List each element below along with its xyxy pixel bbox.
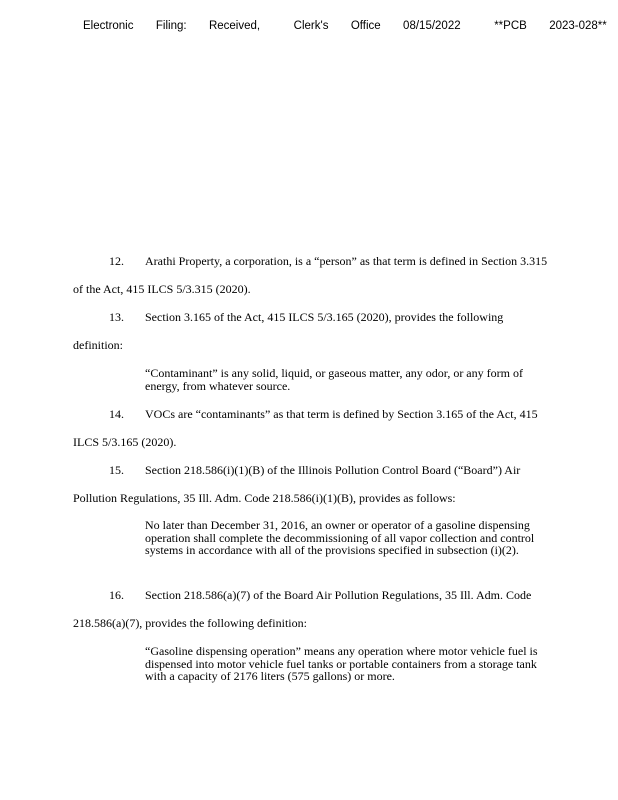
- paragraph-12-line-2: of the Act, 415 ILCS 5/3.315 (2020).: [73, 282, 251, 296]
- paragraph-13-line-2: definition:: [73, 338, 123, 352]
- paragraph-15-number: 15.: [109, 463, 124, 477]
- paragraph-15-line-1: Section 218.586(i)(1)(B) of the Illinois Pollution Control Board (“Board”) Air: [145, 463, 521, 477]
- paragraph-14-number: 14.: [109, 407, 124, 421]
- paragraph-16-line-2: 218.586(a)(7), provides the following definition:: [73, 616, 307, 630]
- paragraph-16-line-1: Section 218.586(a)(7) of the Board Air Pollution Regulations, 35 Ill. Adm. Code: [145, 588, 532, 602]
- paragraph-15-line-2: Pollution Regulations, 35 Ill. Adm. Code 218.586(i)(1)(B), provides as follows:: [73, 491, 456, 505]
- paragraph-12-line-1: Arathi Property, a corporation, is a “person” as that term is defined in Section 3.315: [145, 254, 548, 268]
- paragraph-15-quote: No later than December 31, 2016, an owner or operator of a gasoline dispensing operation shall complete the decommissioning of all vapor collection and control systems in accordance with all of the provisions specified in subsection (i)(2).: [145, 518, 535, 557]
- paragraph-13-line-1: Section 3.165 of the Act, 415 ILCS 5/3.165 (2020), provides the following: [145, 310, 504, 324]
- paragraph-13-number: 13.: [109, 310, 124, 324]
- paragraph-14-line-2: ILCS 5/3.165 (2020).: [73, 435, 177, 449]
- filing-header: Electronic Filing: Received, Clerk's Office 08/15/2022 **PCB 2023-028**: [83, 20, 607, 32]
- paragraph-12-number: 12.: [109, 254, 124, 268]
- paragraph-16-number: 16.: [109, 588, 124, 602]
- paragraph-16-quote: “Gasoline dispensing operation” means any operation where motor vehicle fuel is dispensed into motor vehicle fuel tanks or portable containers from a storage tank with a capacity of 2176 liters (575 gallons) or more.: [145, 644, 538, 683]
- paragraph-13-quote: “Contaminant” is any solid, liquid, or gaseous matter, any odor, or any form of energy, from whatever source.: [145, 366, 523, 393]
- paragraph-14-line-1: VOCs are “contaminants” as that term is defined by Section 3.165 of the Act, 415: [145, 407, 538, 421]
